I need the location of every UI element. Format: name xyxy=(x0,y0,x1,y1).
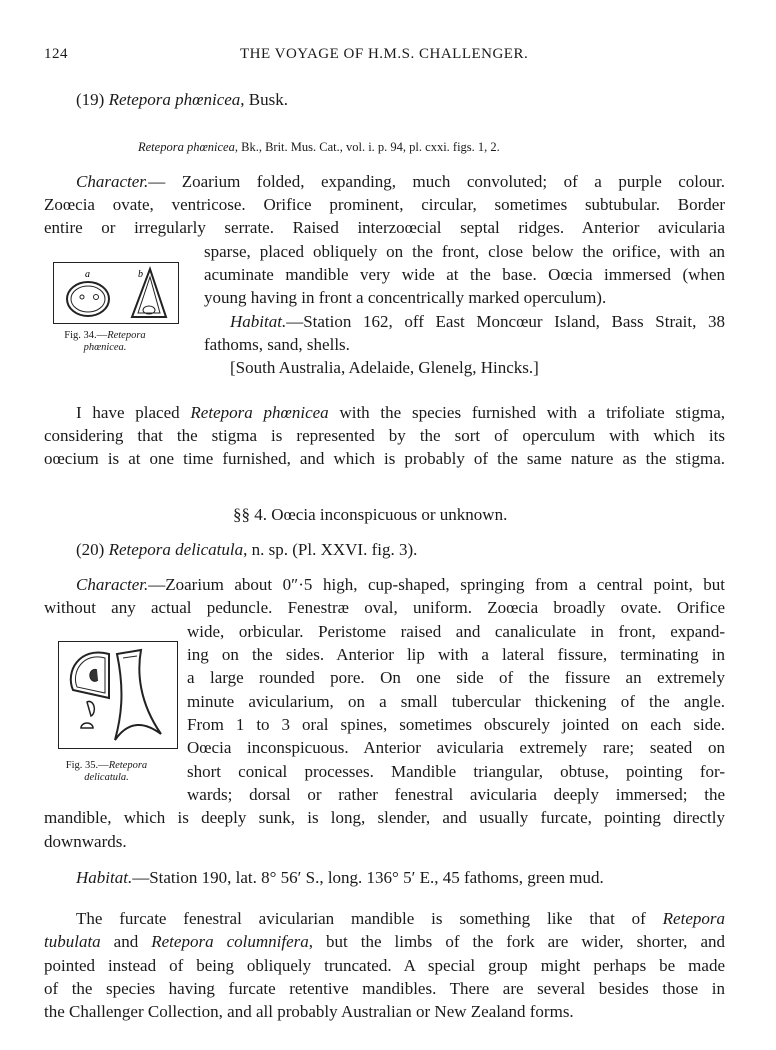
running-title: THE VOYAGE OF H.M.S. CHALLENGER. xyxy=(240,46,529,62)
text-line: Oœcia inconspicuous. Anterior avicularia extremely rare; seated on xyxy=(187,738,725,757)
text-line: short conical processes. Mandible triangular, obtuse, pointing for- xyxy=(187,762,725,781)
figure-34-caption: Fig. 34.—Retepora phœnicea. xyxy=(64,330,146,353)
page-number: 124 xyxy=(44,46,68,62)
text-line: Zoœcia ovate, ventricose. Orifice prominent, circular, sometimes subtubular. Border xyxy=(44,195,725,214)
text-line: sparse, placed obliquely on the front, close below the orifice, with an xyxy=(204,242,725,261)
figure-34 xyxy=(53,262,179,324)
text-line: minute avicularium, on a small tubercular thickening of the angle. xyxy=(187,692,725,711)
figure-34-drawing xyxy=(54,263,178,323)
text-line: Habitat.—Station 162, off East Moncœur Island, Bass Strait, 38 xyxy=(230,312,725,331)
text-line: wards; dorsal or rather fenestral avicularia deeply immersed; the xyxy=(187,785,725,804)
figure-35-drawing xyxy=(59,642,177,748)
text-line: considering that the stigma is represented by the sort of operculum with which its xyxy=(44,426,725,445)
text-line: a large rounded pore. On one side of the fissure an extremely xyxy=(187,668,725,687)
text-line: ing on the sides. Anterior lip with a lateral fissure, terminating in xyxy=(187,645,725,664)
text-line: acuminate mandible very wide at the base. Oœcia immersed (when xyxy=(204,265,725,284)
text-line: (20) Retepora delicatula, n. sp. (Pl. XXVI. fig. 3). xyxy=(76,540,418,559)
text-line: Character.—Zoarium about 0″·5 high, cup-shaped, springing from a central point, but xyxy=(76,575,725,594)
text-line: mandible, which is deeply sunk, is long, slender, and usually furcate, pointing directly xyxy=(44,808,725,827)
figure-35-caption: Fig. 35.—Retepora delicatula. xyxy=(65,760,148,783)
text-line: From 1 to 3 oral spines, sometimes obscurely jointed on each side. xyxy=(187,715,725,734)
text-line: wide, orbicular. Peristome raised and canaliculate in front, expand- xyxy=(187,622,725,641)
text-line: §§ 4. Oœcia inconspicuous or unknown. xyxy=(233,505,508,524)
text-line: [South Australia, Adelaide, Glenelg, Hincks.] xyxy=(230,358,539,377)
text-line: without any actual peduncle. Fenestræ oval, uniform. Zoœcia broadly ovate. Orifice xyxy=(44,598,725,617)
figure-label-b: b xyxy=(138,269,143,280)
text-line: The furcate fenestral avicularian mandible is something like that of Retepora xyxy=(76,909,725,928)
text-line: Retepora phœnicea, Bk., Brit. Mus. Cat., vol. i. p. 94, pl. cxxi. figs. 1, 2. xyxy=(138,140,500,154)
text-line: downwards. xyxy=(44,832,127,851)
text-line: I have placed Retepora phœnicea with the species furnished with a trifoliate stigma, xyxy=(76,403,725,422)
text-line: (19) Retepora phœnicea, Busk. xyxy=(76,90,289,109)
figure-label-a: a xyxy=(85,269,90,280)
text-line: Character.— Zoarium folded, expanding, much convoluted; of a purple colour. xyxy=(76,172,725,191)
text-line: of the species having furcate retentive mandibles. There are several besides those in xyxy=(44,979,725,998)
text-line: pointed instead of being obliquely truncated. A special group might perhaps be made xyxy=(44,956,725,975)
text-line: entire or irregularly serrate. Raised interzoœcial septal ridges. Anterior avicularia xyxy=(44,218,725,237)
text-line: Habitat.—Station 190, lat. 8° 56′ S., long. 136° 5′ E., 45 fathoms, green mud. xyxy=(76,868,604,887)
text-line: oœcium is at one time furnished, and which is probably of the same nature as the stigma. xyxy=(44,449,725,468)
text-line: fathoms, sand, shells. xyxy=(204,335,350,354)
text-line: young having in front a concentrically marked operculum). xyxy=(204,288,607,307)
text-line: the Challenger Collection, and all probably Australian or New Zealand forms. xyxy=(44,1002,574,1021)
figure-35 xyxy=(58,641,178,749)
text-line: tubulata and Retepora columnifera, but the limbs of the fork are wider, shorter, and xyxy=(44,932,725,951)
